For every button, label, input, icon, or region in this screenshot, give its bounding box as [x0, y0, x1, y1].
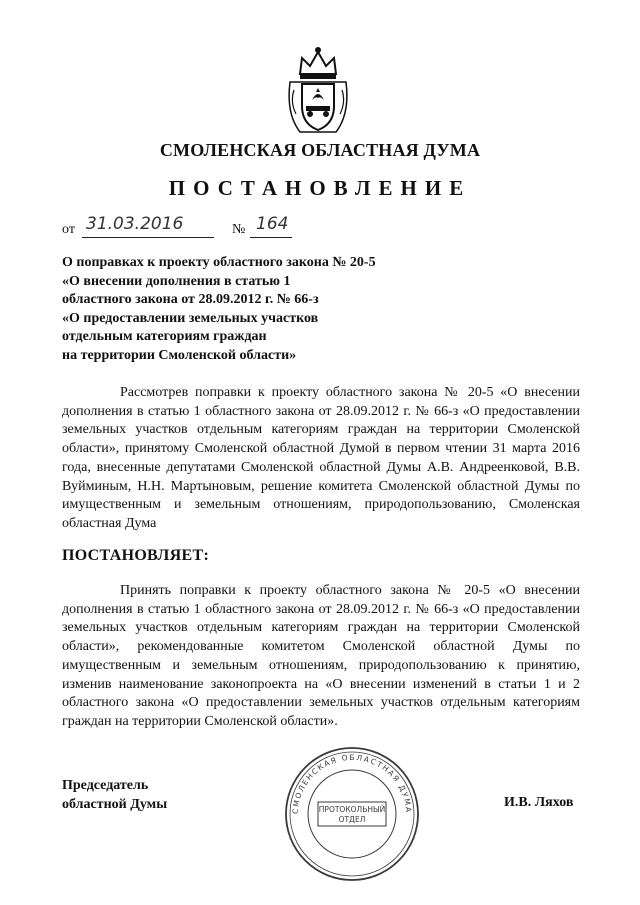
seal-outer-text: СМОЛЕНСКАЯ ОБЛАСТНАЯ ДУМА [290, 752, 414, 815]
subject-line: на территории Смоленской области» [62, 347, 297, 363]
date-underline [82, 237, 214, 238]
subject-line: «О предоставлении земельных участков [62, 310, 319, 326]
signatory-name: И.В. Ляхов [504, 795, 574, 810]
coat-of-arms-icon [282, 44, 354, 138]
subject-line: областного закона от 28.09.2012 г. № 66-з [62, 292, 319, 308]
subject-line: О поправках к проекту областного закона № 20-5 [62, 255, 376, 270]
decree-heading: ПОСТАНОВЛЯЕТ: [62, 547, 210, 564]
date-value: 31.03.2016 [86, 214, 184, 234]
seal-center-text-line2: ОТДЕЛ [338, 815, 366, 824]
preamble-paragraph: Рассмотрев поправки к проекту областного закона № 20-5 «О внесении дополнения в статью 1 областного закона от 28.09.2012 г. № 66-з «О предоставлении земельных участков отдельным категориям граждан на территории Смоленской области», принятому Смоленской областной Думой в первом чтении 31 марта 2016 года, внесенные депутатами Смоленской областной Думы А.В. Андреенковой, В.В. Вуйминым, Н.Н. Мартыновым, решение комитета Смоленской областной Думы по имущественным и земельным отношениям, природопользованию, Смоленская областная Дума [62, 385, 580, 531]
number-underline [250, 237, 292, 238]
subject-line: отдельным категориям граждан [62, 329, 267, 345]
document-subject [62, 254, 422, 366]
document-meta [62, 214, 362, 240]
signatory-title [62, 776, 167, 814]
subject-line: «О внесении дополнения в статью 1 [62, 273, 291, 289]
seal-center-text-line1: ПРОТОКОЛЬНЫЙ [318, 805, 386, 814]
number-value: 164 [256, 214, 289, 234]
organization-title: СМОЛЕНСКАЯ ОБЛАСТНАЯ ДУМА [159, 140, 481, 160]
resolution-paragraph: Принять поправки к проекту областного закона № 20-5 «О внесении дополнения в статью 1 областного закона от 28.09.2012 г. № 66-з «О предоставлении земельных участков отдельным категориям граждан на территории Смоленской области», рекомендованные комитетом Смоленской областной Думы по имущественным и земельным отношениям, природопользованию к принятию, изменив наименование законопроекта на «О внесении изменений в статьи 1 и 2 областного закона «О предоставлении земельных участков отдельным категориям граждан на территории Смоленской области». [62, 583, 580, 729]
document-type-title: ПОСТАНОВЛЕНИЕ [168, 176, 472, 200]
number-label: № [232, 222, 246, 237]
date-label: от [62, 222, 75, 237]
signatory-title-line: областной Думы [62, 797, 168, 812]
signatory-title-line: Председатель [62, 778, 149, 793]
official-seal-icon [282, 744, 422, 884]
